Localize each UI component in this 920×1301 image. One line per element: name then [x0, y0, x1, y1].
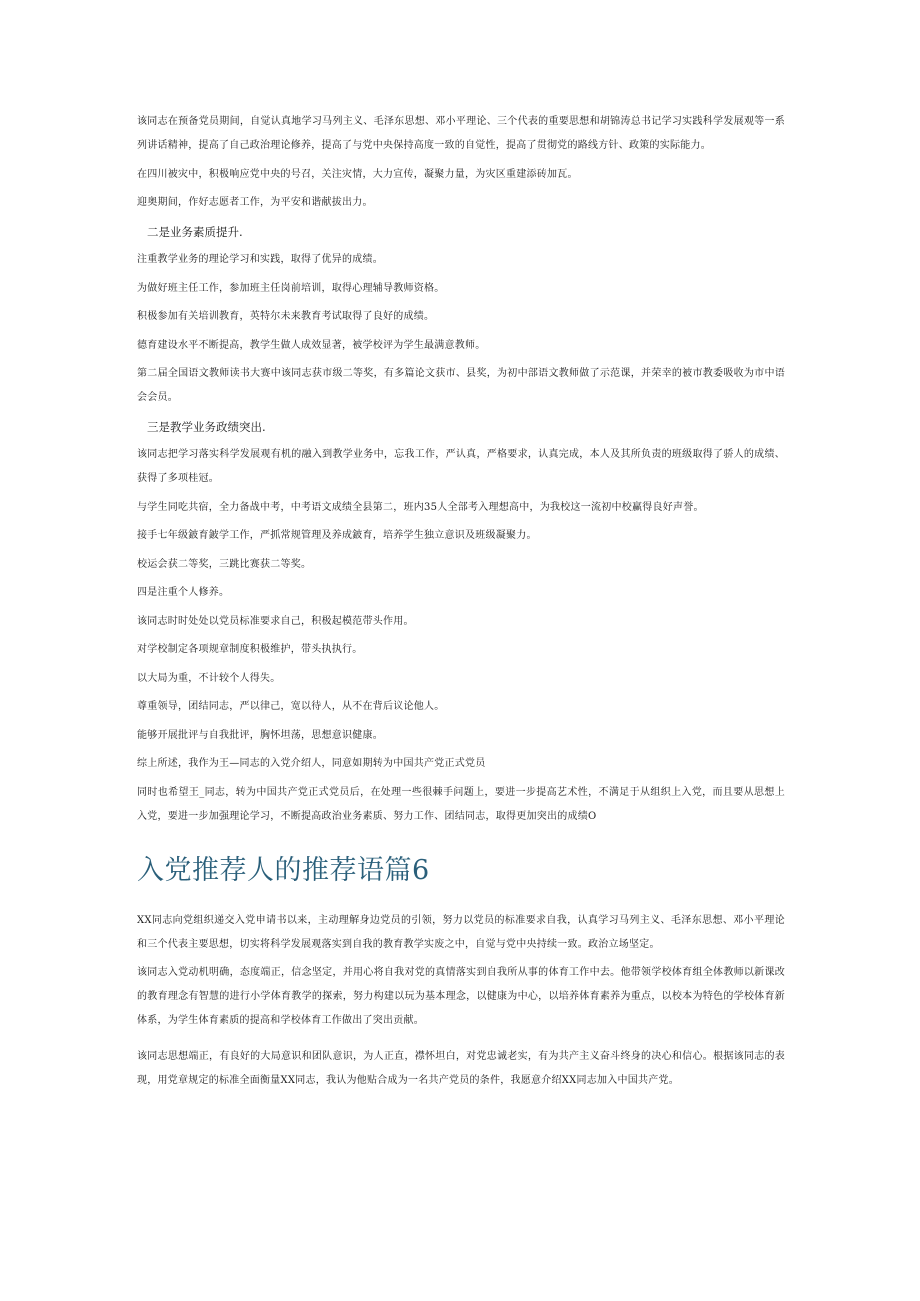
paragraph: 以大局为重，不计较个人得失。 — [137, 672, 281, 684]
paragraph: 注重教学业务的理论学习和实践，取得了优异的成绩。 — [137, 254, 383, 265]
paragraph: 为做好班主任工作，参加班主任岗前培训，取得心理辅导教师资格。 — [137, 282, 445, 294]
paragraph: 能够开展批评与自我批评，胸怀坦荡，思想意识健康。 — [137, 729, 383, 741]
paragraph: 四是注重个人修养。 — [137, 587, 230, 598]
paragraph: 积极参加有关培训教育，英特尔未来教育考试取得了良好的成绩。 — [137, 311, 435, 322]
paragraph: 接手七年级鈹育鈹学工作，严抓常规管理及养成鈹育，培养学生独立意识及班级凝聚力。 — [137, 530, 537, 541]
section-heading: 二是业务素质提升. — [147, 224, 243, 239]
paragraph: 校运会获二等奖，三跳比赛获二等奖。 — [137, 558, 312, 570]
paragraph: 该同志时时处处以党员标准要求自己，积极起模范带头作用。 — [137, 615, 414, 627]
paragraph: 同时也希望王_同志，转为中国共产党正式党员后，在处理一些很棘手问题上，要进一步提高艺术性，不满足于从组织上入党，而且要从思想上入党，要进一步加强理论学习，不断提高政治业务素质、努力工作、团结同志，取得更加突出的成绩O — [137, 786, 785, 822]
paragraph: 德育建设水平不断提高，教学生做人成效显著，被学校评为学生最满意教师。 — [137, 339, 486, 351]
paragraph: 尊重领导，团结同志，严以律己，宽以待人，从不在背后议论他人。 — [137, 701, 445, 712]
section-chapter-6 — [137, 909, 785, 1094]
chapter-title: 入党推荐人的推荐语篇6 — [137, 854, 430, 886]
paragraph: 该同志思想端正，有良好的大局意识和团队意识，为人正直，襟怀坦白，对党忠诚老实，有为共产主义奋斗终身的决心和信心。根据该同志的表现，用党章规定的标准全面衡量XX同志，我认为他贴合成为一名共产党员的条件，我愿意介绍XX同志加入中国共产党。 — [137, 1051, 785, 1086]
paragraph: 该同志在预备党员期间，自觉认真地学习马列主义、毛泽东思想、邓小平理论、三个代表的重要思想和胡锦涛总书记学习实践科学发展观等一系列讲话精神，提高了自己政治理论修养，提高了与党中央保持高度一致的自觉性，提高了贯彻党的路线方针、政策的实际能力。 — [137, 116, 785, 151]
paragraph: 该同志把学习落实科学发展观有机的融入到教学业务中，忘我工作，严认真，严格要求，认真完成，本人及其所负责的班级取得了骄人的成绩、获得了多项桂冠。 — [137, 449, 785, 484]
paragraph: 第二届全国语文教师读书大赛中该同志获市级二等奖，有多篇论文获市、县奖，为初中部语文教师做了示范课，并荣幸的被市教委吸收为市中语会会员。 — [137, 368, 785, 403]
document-page — [137, 110, 785, 1098]
paragraph: XX同志向党组织递交入党申请书以来，主动理解身边党员的引领，努力以党员的标准要求自我，认真学习马列主义、毛泽东思想、邓小平理论和三个代表主要思想，切实将科学发展观落实到自我的教育教学实废之中，自觉与党中央持续一致。政治立场坚定。 — [137, 914, 785, 950]
paragraph: 综上所述，我作为王—同志的入党介绍人，同意如期转为中国共产党正式党员 — [137, 758, 486, 769]
paragraph: 在四川被灾中，积极响应党中央的号召，关注灾情，大力宣传，凝聚力量，为灾区重建添砖加瓦。 — [137, 168, 578, 180]
section-heading: 三是教学业务政绩突出. — [147, 419, 266, 434]
section-professional — [137, 220, 785, 411]
paragraph: 迎奥期间，作好志愿者工作，为平安和谐献拔出力。 — [137, 197, 373, 208]
section-achievements — [137, 415, 785, 829]
section-political — [137, 110, 785, 215]
paragraph: 对学校制定各项规章制度积极维护，带头执执行。 — [137, 644, 363, 655]
paragraph: 该同志入党动机明确，态度端正，信念坚定，并用心将自我对党的真情落实到自我所从事的体育工作中去。他带领学校体育组全体教师以新课改的教育理念有智慧的进行小学体育教学的探索，努力构建以玩为基本理念，以健康为中心，以培养体育素养为重点，以校本为特色的学校体育新体系，为学生体育素质的提高和学校体育工作做出了突出贡献。 — [137, 967, 785, 1026]
paragraph: 与学生同吃共宿，全力备战中考，中考语文成绩全县第二，班内35人全部考入理想高中，为我校这一流初中校赢得良好声誉。 — [137, 501, 704, 513]
